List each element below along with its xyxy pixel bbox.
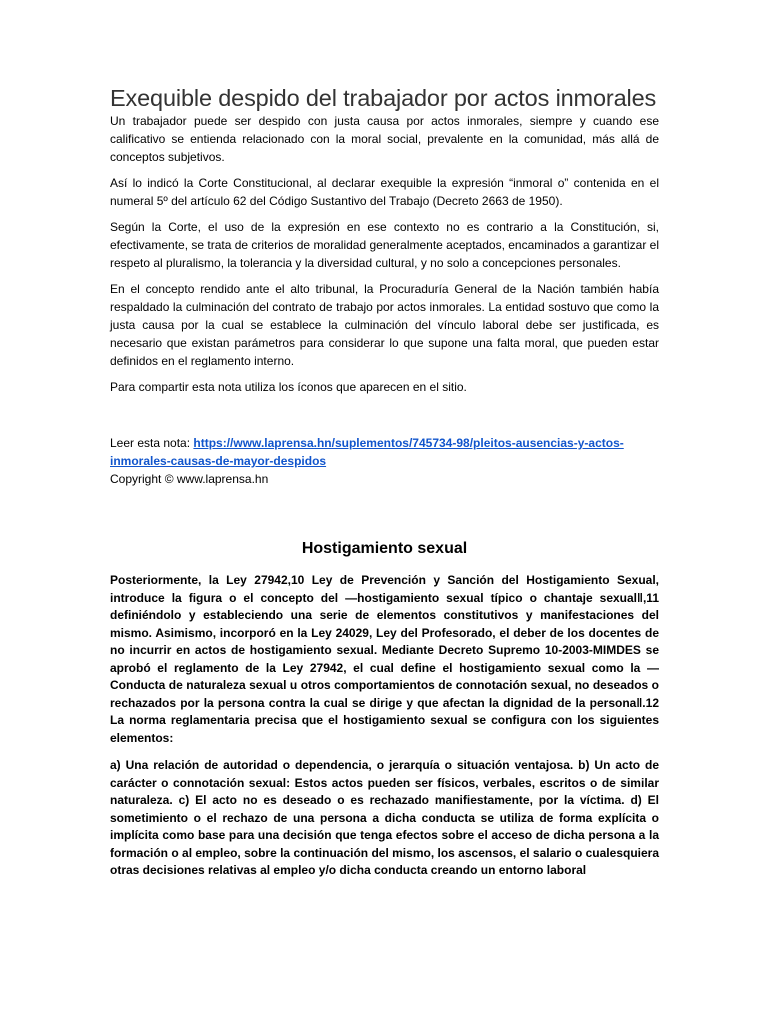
section-paragraph-2: a) Una relación de autoridad o dependencia, o jerarquía o situación ventajosa. b) Un acto de carácter o connotación sexual: Estos actos pueden ser físicos, verbales, escritos o de similar naturaleza. c) El acto no es deseado o es rechazado manifiestamente, por la víctima. d) El sometimiento o el rechazo de una persona a dicha conducta se utiliza de forma explícita o implícita como base para una decisión que tenga efectos sobre el acceso de dicha persona a la formación o al empleo, sobre la continuación del mismo, los ascensos, el salario o cualesquiera otras decisiones relativas al empleo y/o dicha conducta creando un entorno laboral [110, 758, 659, 877]
section-paragraph-1: Posteriormente, la Ley 27942,10 Ley de Prevención y Sanción del Hostigamiento Sexual, introduce la figura o el concepto del —hostigamiento sexual típico o chantaje sexual‖,11 definiéndolo y estableciendo una serie de elementos constitutivos y manifestaciones del mismo. Asimismo, incorporó en la Ley 24029, Ley del Profesorado, el deber de los docentes de no incurrir en actos de hostigamiento sexual. Mediante Decreto Supremo 10-2003-MIMDES se aprobó el reglamento de la Ley 27942, el cual define el hostigamiento sexual como la —Conducta de naturaleza sexual u otros comportamientos de connotación sexual, no deseados o rechazados por la persona contra la cual se dirige y que afectan la dignidad de la persona‖.12 La norma reglamentaria precisa que el hostigamiento sexual se configura con los siguientes elementos: [110, 573, 659, 745]
section-title: Hostigamiento sexual [301, 540, 468, 557]
read-note [110, 434, 659, 470]
article-paragraph-3: Según la Corte, el uso de la expresión en ese contexto no es contrario a la Constitución, si, efectivamente, se trata de criterios de moralidad generalmente aceptados, encaminados a garantizar el respeto al pluralismo, la tolerancia y la diversidad cultural, y no solo a concepciones personales. [110, 220, 659, 270]
document-page [110, 84, 659, 880]
article-paragraph-5: Para compartir esta nota utiliza los íconos que aparecen en el sitio. [110, 380, 467, 394]
article-paragraph-1: Un trabajador puede ser despido con justa causa por actos inmorales, siempre y cuando ese calificativo se entienda relacionado con la moral social, prevalente en la comunidad, más allá de conceptos subjetivos. [110, 114, 659, 164]
read-note-label: Leer esta nota: [110, 436, 194, 450]
copyright-line: Copyright © www.laprensa.hn [110, 472, 269, 486]
read-note-link[interactable]: https://www.laprensa.hn/suplementos/745734-98/pleitos-ausencias-y-actos-inmorales-causas-de-mayor-despidos [110, 436, 624, 468]
article-paragraph-4: En el concepto rendido ante el alto tribunal, la Procuraduría General de la Nación también había respaldado la culminación del contrato de trabajo por actos inmorales. La entidad sostuvo que como la justa causa por la cual se establece la culminación del vínculo laboral debe ser justificada, es necesario que existan parámetros para considerar lo que supone una falta moral, que pueden estar definidos en el reglamento interno. [110, 282, 659, 368]
article-paragraph-2: Así lo indicó la Corte Constitucional, al declarar exequible la expresión “inmoral o” contenida en el numeral 5º del artículo 62 del Código Sustantivo del Trabajo (Decreto 2663 de 1950). [110, 176, 659, 208]
article-title: Exequible despido del trabajador por actos inmorales [110, 85, 657, 111]
